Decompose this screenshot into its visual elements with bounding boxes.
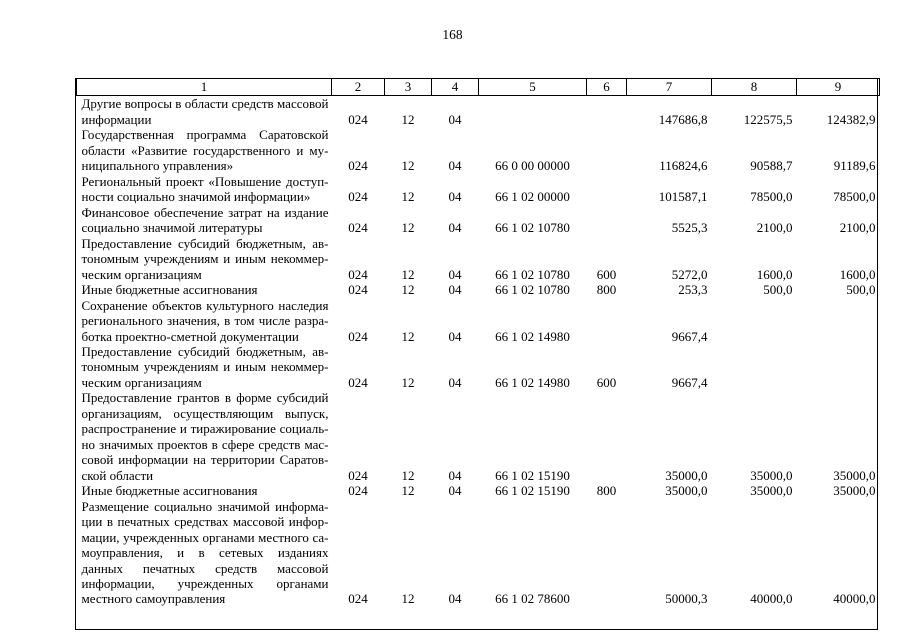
cell xyxy=(587,96,627,127)
cell: 04 xyxy=(448,591,462,607)
cell: 9667,4 xyxy=(671,374,708,390)
cell: 35000,0 xyxy=(750,467,793,483)
cell: 66 1 02 15190 xyxy=(495,467,570,483)
cell: 66 1 02 14980 xyxy=(495,374,570,390)
cell: 12 xyxy=(401,483,415,499)
row-label: Иные бюджетные ассигнования xyxy=(81,282,258,298)
table-body xyxy=(77,96,880,607)
cell: 600 xyxy=(596,266,617,282)
cell: 66 1 02 10780 xyxy=(495,220,570,236)
cell: 12 xyxy=(401,328,415,344)
cell xyxy=(479,96,587,127)
column-header: 6 xyxy=(587,79,627,96)
cell: 1600,0 xyxy=(839,266,876,282)
cell: 04 xyxy=(448,189,462,205)
row-label: Сохранение объектов культурного наследия регионального значения, в том числе разработка проектно-сметной документации xyxy=(81,297,329,344)
cell: 04 xyxy=(448,374,462,390)
cell xyxy=(587,127,627,173)
cell: 04 xyxy=(448,111,462,127)
row-label: Иные бюджетные ассигнования xyxy=(81,483,258,499)
table-row xyxy=(77,205,880,236)
budget-table xyxy=(76,78,880,607)
table-row xyxy=(77,483,880,498)
cell: 12 xyxy=(401,266,415,282)
cell: 12 xyxy=(401,189,415,205)
cell: 124382,9 xyxy=(826,111,876,127)
table-row xyxy=(77,298,880,344)
cell: 78500,0 xyxy=(833,189,876,205)
cell: 600 xyxy=(596,374,617,390)
cell: 024 xyxy=(348,189,368,205)
cell: 147686,8 xyxy=(658,111,708,127)
cell: 66 1 02 10780 xyxy=(495,282,570,298)
cell: 04 xyxy=(448,266,462,282)
row-label: Государственная программа Саратовской области «Развитие государственного и муниципального управления» xyxy=(81,127,329,174)
table-row xyxy=(77,96,880,127)
cell: 024 xyxy=(348,111,368,127)
cell: 12 xyxy=(401,591,415,607)
row-label: Размещение социально значимой информации в печатных средствах массовой информации, учрежденных органами местного самоуправления, и в сетевых изданиях данных печатных средств массовой информации, учрежденных органами местного самоуправления xyxy=(81,498,329,607)
cell: 35000,0 xyxy=(665,483,708,499)
cell: 1600,0 xyxy=(756,266,793,282)
column-header: 2 xyxy=(332,79,385,96)
table-row xyxy=(77,344,880,390)
cell: 122575,5 xyxy=(743,111,793,127)
cell: 66 1 02 00000 xyxy=(495,189,570,205)
cell: 78500,0 xyxy=(750,189,793,205)
table-row xyxy=(77,174,880,205)
column-header: 3 xyxy=(385,79,432,96)
cell: 800 xyxy=(596,483,617,499)
row-label: Предоставление субсидий бюджетным, автономным учреждениям и иным некоммерческим организациям xyxy=(81,235,329,282)
cell xyxy=(797,344,880,390)
cell: 116824,6 xyxy=(659,158,708,174)
cell: 9667,4 xyxy=(671,328,708,344)
cell: 101587,1 xyxy=(658,189,708,205)
cell: 40000,0 xyxy=(750,591,793,607)
cell: 90588,7 xyxy=(750,158,793,174)
table-header xyxy=(77,79,880,96)
cell: 04 xyxy=(448,220,462,236)
column-header: 1 xyxy=(77,79,332,96)
cell: 12 xyxy=(401,111,415,127)
cell: 024 xyxy=(348,591,368,607)
cell: 04 xyxy=(448,467,462,483)
cell: 024 xyxy=(348,467,368,483)
cell: 5272,0 xyxy=(671,266,708,282)
table-row xyxy=(77,282,880,297)
column-header: 7 xyxy=(627,79,712,96)
column-header: 4 xyxy=(432,79,479,96)
cell: 12 xyxy=(401,467,415,483)
cell: 024 xyxy=(348,483,368,499)
table-row xyxy=(77,236,880,282)
row-label: Другие вопросы в области средств массовой информации xyxy=(81,96,329,127)
cell: 04 xyxy=(448,328,462,344)
row-label: Предоставление грантов в форме субсидий организациям, осуществляющим выпуск, распространение и тиражирование социально значимых проектов в сфере средств массовой информации на территории Саратовской области xyxy=(81,390,329,483)
table-row xyxy=(77,499,880,607)
cell: 800 xyxy=(596,282,617,298)
cell xyxy=(587,174,627,205)
cell: 500,0 xyxy=(846,282,876,298)
cell: 12 xyxy=(401,220,415,236)
row-label: Предоставление субсидий бюджетным, автономным учреждениям и иным некоммерческим организациям xyxy=(81,343,329,390)
cell: 12 xyxy=(401,158,415,174)
column-header: 8 xyxy=(712,79,797,96)
cell xyxy=(797,298,880,344)
cell xyxy=(712,298,797,344)
cell: 024 xyxy=(348,282,368,298)
cell: 66 1 02 15190 xyxy=(495,483,570,499)
row-label: Финансовое обеспечение затрат на издание социально значимой литературы xyxy=(81,204,329,236)
cell xyxy=(587,298,627,344)
cell: 2100,0 xyxy=(839,220,876,236)
cell: 024 xyxy=(348,328,368,344)
table-row xyxy=(77,390,880,483)
cell xyxy=(712,344,797,390)
cell xyxy=(587,499,627,607)
cell: 50000,3 xyxy=(665,591,708,607)
cell: 12 xyxy=(401,374,415,390)
cell: 500,0 xyxy=(763,282,793,298)
cell: 024 xyxy=(348,158,368,174)
cell xyxy=(587,205,627,236)
cell: 35000,0 xyxy=(833,483,876,499)
cell xyxy=(587,390,627,483)
cell: 66 1 02 78600 xyxy=(495,591,570,607)
cell: 5525,3 xyxy=(671,220,708,236)
cell: 024 xyxy=(348,220,368,236)
cell: 2100,0 xyxy=(756,220,793,236)
cell: 35000,0 xyxy=(750,483,793,499)
cell: 66 1 02 10780 xyxy=(495,266,570,282)
cell: 04 xyxy=(448,483,462,499)
row-label: Региональный проект «Повышение доступности социально значимой информации» xyxy=(81,173,329,205)
cell: 024 xyxy=(348,374,368,390)
cell: 253,3 xyxy=(678,282,708,298)
cell: 04 xyxy=(448,282,462,298)
column-header: 9 xyxy=(797,79,880,96)
cell: 35000,0 xyxy=(665,467,708,483)
cell: 66 1 02 14980 xyxy=(495,328,570,344)
cell: 40000,0 xyxy=(833,591,876,607)
table-header-row xyxy=(77,79,880,96)
cell: 91189,6 xyxy=(833,158,876,174)
table-row xyxy=(77,127,880,173)
budget-table-container xyxy=(75,78,878,630)
cell: 66 0 00 00000 xyxy=(495,158,570,174)
cell: 024 xyxy=(348,266,368,282)
cell: 12 xyxy=(401,282,415,298)
column-header: 5 xyxy=(479,79,587,96)
page-number: 168 xyxy=(442,27,463,42)
cell: 35000,0 xyxy=(833,467,876,483)
cell: 04 xyxy=(448,158,462,174)
